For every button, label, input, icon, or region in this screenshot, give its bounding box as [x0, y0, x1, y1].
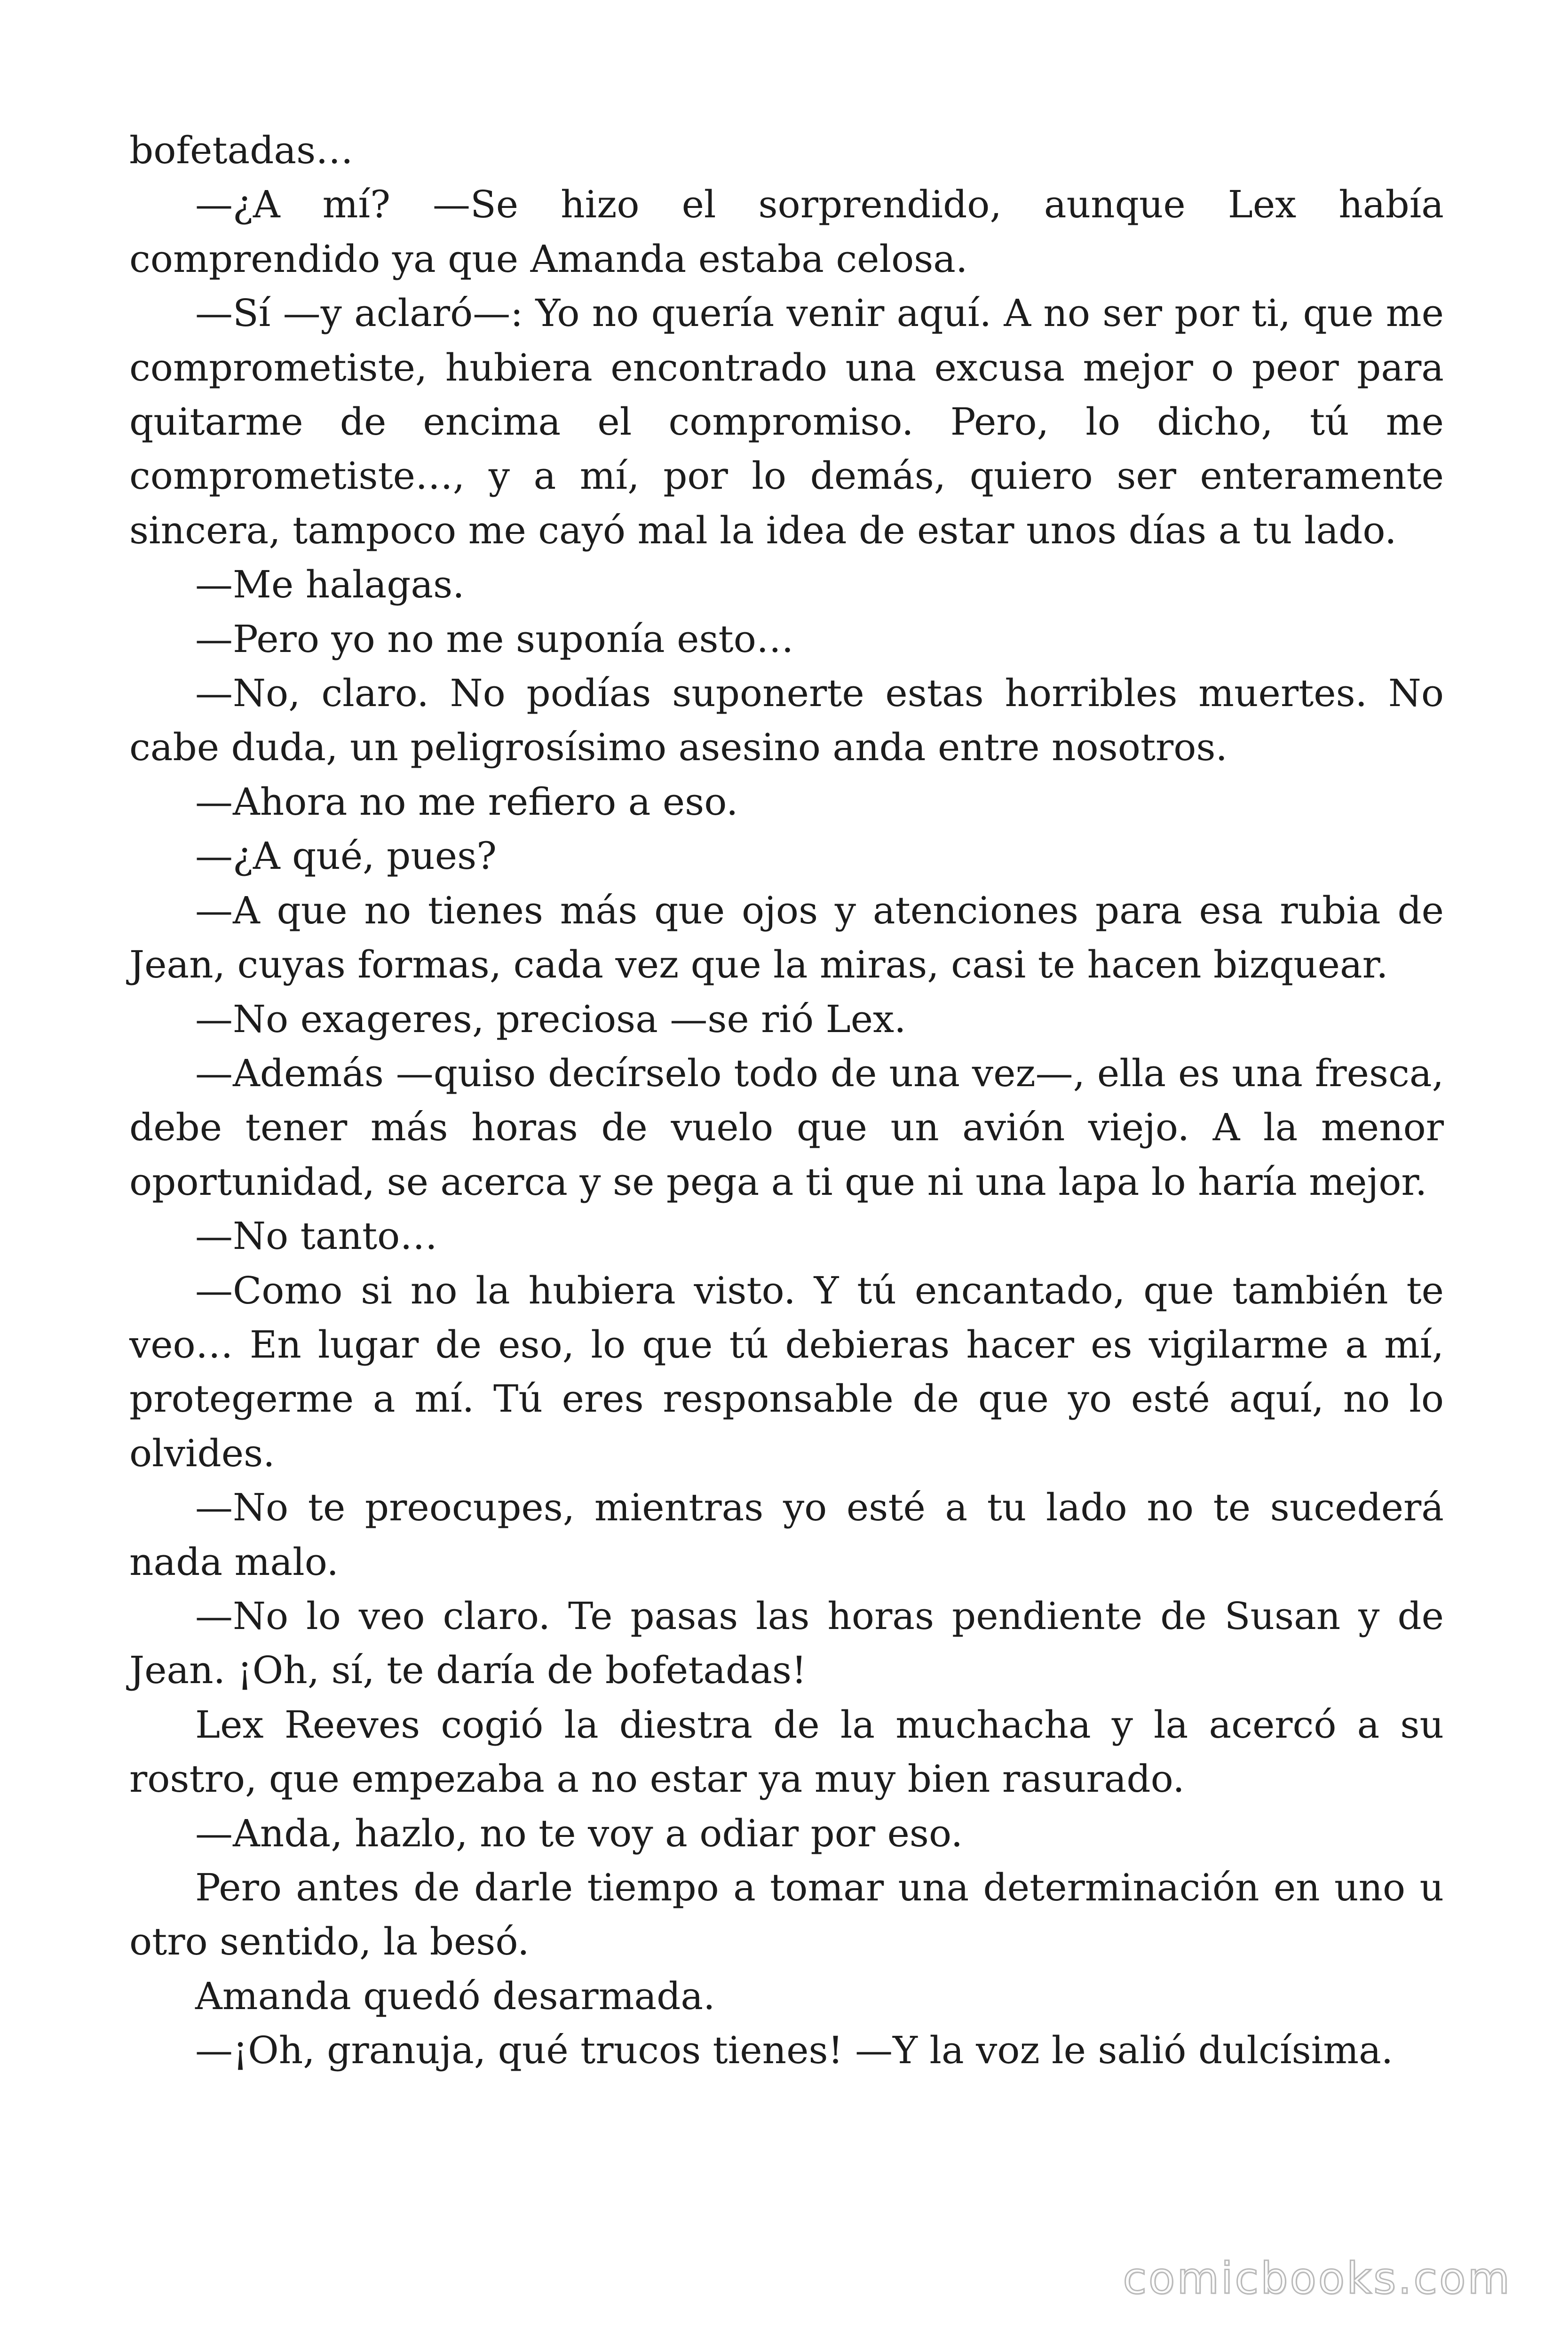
paragraph: —No tanto… [195, 1214, 438, 1258]
paragraph: —Pero yo no me suponía esto… [195, 617, 794, 661]
paragraph: —Anda, hazlo, no te voy a odiar por eso. [195, 1811, 963, 1855]
body-text [129, 123, 1444, 2078]
paragraph-last: —¡Oh, granuja, qué trucos tienes! —Y la voz le salió dulcísima. [195, 2028, 1394, 2073]
paragraph: —A que no tienes más que ojos y atenciones para esa rubia de Jean, cuyas formas, cada vez que la miras, casi te hacen bizquear. [129, 888, 1444, 987]
paragraph: —Ahora no me refiero a eso. [195, 779, 738, 824]
paragraph: —No, claro. No podías suponerte estas horribles muertes. No cabe duda, un peligrosísimo asesino anda entre nosotros. [129, 671, 1444, 770]
paragraph: Lex Reeves cogió la diestra de la muchacha y la acercó a su rostro, que empezaba a no estar ya muy bien rasurado. [129, 1702, 1444, 1801]
paragraph: Amanda quedó desarmada. [195, 1974, 715, 2018]
watermark: comicbooks.com [1123, 2253, 1512, 2304]
paragraph: —¿A mí? —Se hizo el sorprendido, aunque Lex había comprendido ya que Amanda estaba celosa. [129, 183, 1444, 281]
paragraph: —Me halagas. [195, 563, 465, 607]
paragraph: —Como si no la hubiera visto. Y tú encantado, que también te veo… En lugar de eso, lo que tú debieras hacer es vigilarme a mí, protegerme a mí. Tú eres responsable de que yo esté aquí, no lo olvides. [129, 1268, 1444, 1475]
paragraph: —Sí —y aclaró—: Yo no quería venir aquí. A no ser por ti, que me comprometiste, hubiera encontrado una excusa mejor o peor para quitarme de encima el compromiso. Pero, lo dicho, tú me comprometiste…, y a mí, por lo demás, quiero ser enteramente sincera, tampoco me cayó mal la idea de estar unos días a tu lado. [129, 291, 1444, 552]
paragraph: —Además —quiso decírselo todo de una vez—, ella es una fresca, debe tener más horas de vuelo que un avión viejo. A la menor oportunidad, se acerca y se pega a ti que ni una lapa lo haría mejor. [129, 1051, 1444, 1204]
paragraph: —¿A qué, pues? [195, 834, 497, 878]
paragraph: —No exageres, preciosa —se rió Lex. [195, 997, 906, 1041]
paragraph: —No te preocupes, mientras yo esté a tu lado no te sucederá nada malo. [129, 1486, 1444, 1584]
paragraph: —No lo veo claro. Te pasas las horas pendiente de Susan y de Jean. ¡Oh, sí, te daría de bofetadas! [129, 1594, 1444, 1692]
paragraph-continuation: bofetadas… [129, 128, 354, 172]
paragraph: Pero antes de darle tiempo a tomar una determinación en uno u otro sentido, la besó. [129, 1866, 1444, 1964]
